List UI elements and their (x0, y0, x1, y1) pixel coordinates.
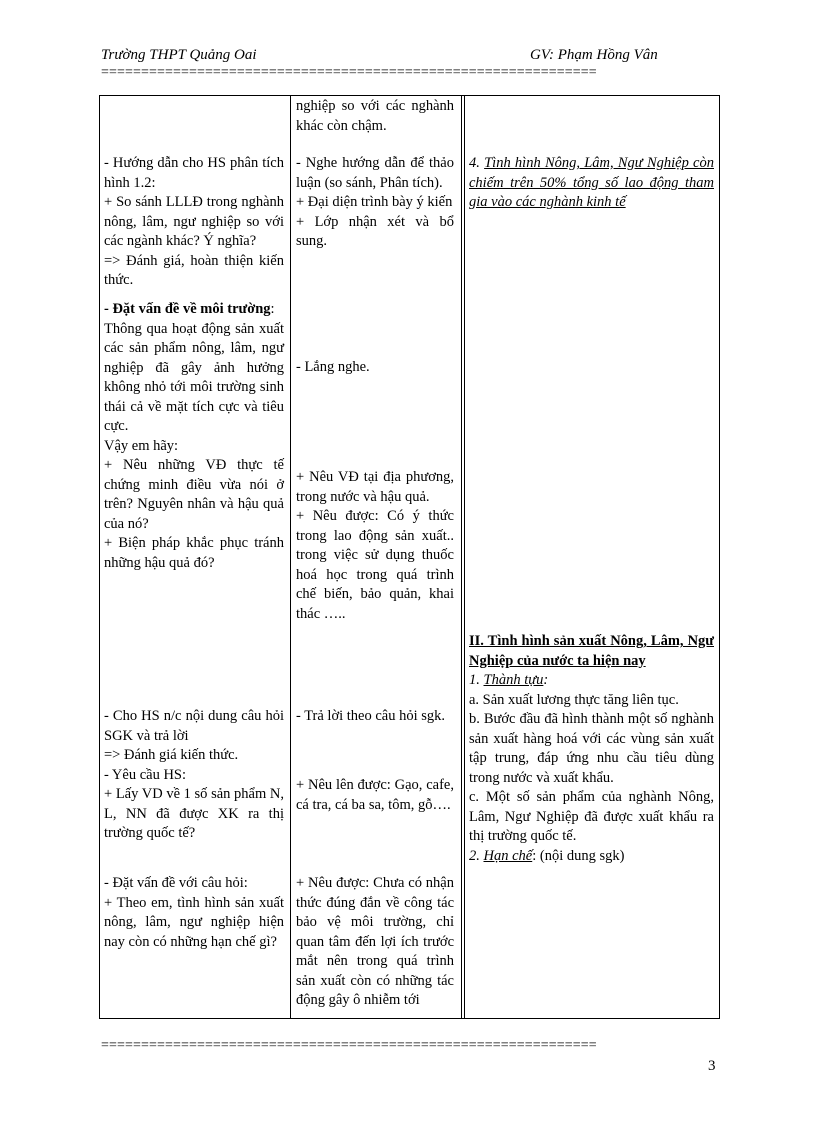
student-activity-environment (296, 468, 454, 624)
column-divider (290, 96, 291, 1018)
sub-number: 1. (469, 672, 484, 688)
text-line: - Nghe hướng dẫn để thảo luận (so sánh, Phân tích). (296, 155, 454, 191)
student-activity-continued (296, 97, 454, 136)
text-line: + Nêu những VĐ thực tế chứng minh điều vừa nói ở trên? Nguyên nhân và hậu quả của nó? (104, 457, 284, 532)
teacher-activity-limitations (104, 874, 284, 952)
text-line: + So sánh LLLĐ trong nghành nông, lâm, ngư nghiệp so với các ngành khác? Ý nghĩa? (104, 194, 284, 249)
lesson-table (99, 95, 720, 1019)
student-activity-listen (296, 358, 454, 378)
text-line: c. Một số sản phẩm của nghành Nông, Lâm, Ngư Nghiệp đã được xuất khẩu ra thị trường quốc tế. (469, 789, 714, 844)
text-line: - Đặt vấn đề với câu hỏi: (104, 875, 248, 891)
text-line: nghiệp so với các nghành khác còn chậm. (296, 98, 454, 134)
text-line: + Nêu lên được: Gạo, cafe, cá tra, cá ba sa, tôm, gỗ…. (296, 777, 454, 813)
student-activity-limitations (296, 874, 454, 1011)
sub-label: Hạn chế (483, 847, 533, 864)
item-number: 4. (469, 155, 485, 171)
footer-rule: ============================================================== (101, 1038, 597, 1053)
text-line: - Yêu cầu HS: (104, 766, 187, 783)
text-line: + Biện pháp khắc phục tránh những hậu quả đó? (104, 535, 284, 571)
text-line: + Nêu VĐ tại địa phương, trong nước và hậu quả. (296, 469, 454, 505)
text-line: a. Sản xuất lương thực tăng liên tục. (469, 691, 679, 708)
student-activity-answer (296, 707, 454, 727)
text-line: => Đánh giá, hoàn thiện kiến thức. (104, 252, 284, 288)
text-line: Thông qua hoạt động sản xuất các sản phẩm nông, lâm, ngư nghiệp đã gây ảnh hưởng không nhỏ tới môi trường sinh thái cả về mặt tích cực và tiêu cực. (104, 320, 284, 434)
section-heading: - Đặt vấn đề về môi trường (104, 301, 271, 317)
page-number: 3 (708, 1058, 716, 1074)
text-line: + Lớp nhận xét và bổ sung. (296, 213, 454, 249)
header-school: Trường THPT Quảng Oai (101, 47, 257, 63)
text-line: + Nêu được: Chưa có nhận thức đúng đắn về công tác bảo vệ môi trường, chỉ quan tâm đến lợi ích trước mắt nên trong quá trình sản xuất còn có những tác động gây ô nhiễm tới (296, 875, 454, 1008)
teacher-activity-analysis (104, 154, 284, 291)
student-activity-exports (296, 776, 454, 815)
text-line: + Đại diện trình bày ý kiến (296, 194, 453, 210)
text-line: Vậy em hãy: (104, 437, 179, 454)
sub-label: Thành tựu (483, 672, 544, 688)
item-text: Tình hình Nông, Lâm, Ngư Nghiệp còn chiếm trên 50% tổng số lao động tham gia vào các nghành kinh tế (469, 155, 714, 210)
column-divider (464, 96, 465, 1018)
text-line: => Đánh giá kiến thức. (104, 747, 239, 763)
sub-number: 2. (469, 847, 484, 864)
header-rule: ============================================================== (101, 65, 597, 80)
sub-colon: : (543, 672, 549, 688)
text-line: - Lắng nghe. (296, 359, 370, 375)
text-line (469, 671, 714, 691)
text-line: - Trả lời theo câu hỏi sgk. (296, 708, 446, 724)
text-line: b. Bước đầu đã hình thành một số nghành sản xuất hàng hoá với các vùng sản xuất tập trung, đáp ứng nhu cầu tiêu dùng trong nước và xuất khẩu. (469, 711, 714, 786)
text-line: - Cho HS n/c nội dung câu hỏi SGK và trả lời (104, 708, 284, 744)
text-line (104, 300, 284, 320)
text-line (469, 847, 714, 867)
text-line: + Lấy VD về 1 số sản phẩm N, L, NN đã được XK ra thị trường quốc tế? (104, 786, 284, 841)
text-line (469, 154, 714, 213)
student-activity-discussion (296, 154, 454, 252)
teacher-activity-questions (104, 707, 284, 844)
heading-colon: : (270, 301, 275, 317)
text-line: - Hướng dẫn cho HS phân tích hình 1.2: (104, 155, 284, 191)
section-title: II. Tình hình sản xuất Nông, Lâm, Ngư Nghiệp của nước ta hiện nay (469, 633, 714, 669)
teacher-activity-environment (104, 300, 284, 573)
content-section-2 (469, 632, 714, 866)
text-line: + Nêu được: Có ý thức trong lao động sản xuất.. trong việc sử dụng thuốc hoá học trong quá trình chế biến, bảo quản, khai thác ….. (296, 508, 454, 622)
text-line: + Theo em, tình hình sản xuất nông, lâm, ngư nghiệp hiện nay còn có những hạn chế gì? (104, 894, 284, 950)
header-teacher: GV: Phạm Hồng Vân (530, 47, 658, 63)
content-item-4 (469, 154, 714, 213)
sub-rest: : (nội dung sgk) (532, 847, 625, 864)
column-divider (461, 96, 462, 1018)
